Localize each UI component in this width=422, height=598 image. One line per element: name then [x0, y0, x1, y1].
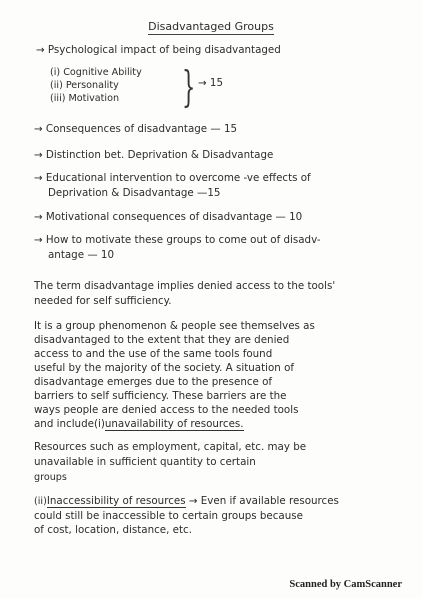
topic-psychological-impact: → Psychological impact of being disadvantaged — [36, 44, 281, 56]
para2-line-8-start: and include(i) — [34, 418, 105, 430]
para3-line-3: groups — [34, 472, 67, 483]
topic-how-to-motivate-line-1: → How to motivate these groups to come out of disadv- — [34, 234, 321, 246]
para2-line-8 — [34, 418, 244, 431]
subitem-personality: (ii) Personality — [50, 80, 119, 91]
para3-line-2: unavailable in sufficient quantity to certain — [34, 456, 256, 468]
topic-motivational-consequences: → Motivational consequences of disadvantage — 10 — [34, 211, 303, 223]
para1-line-1: The term disadvantage implies denied access to the tools' — [34, 280, 336, 292]
para2-line-5: disadvantage emerges due to the presence of — [34, 376, 273, 388]
topic-consequences: → Consequences of disadvantage — 15 — [34, 123, 238, 135]
page-title: Disadvantaged Groups — [148, 20, 274, 33]
para2-line-3: access to and the use of the same tools found — [34, 348, 273, 360]
para3-line-1: Resources such as employment, capital, etc. may be — [34, 441, 307, 453]
para4-prefix: (ii) — [34, 496, 47, 507]
para4-line-2: could still be inaccessible to certain groups because — [34, 510, 303, 522]
para2-line-1: It is a group phenomenon & people see themselves as — [34, 320, 315, 332]
topic-educational-intervention-line-2: Deprivation & Disadvantage —15 — [48, 187, 221, 199]
unavailability-heading: unavailability of resources. — [104, 418, 244, 430]
topic-distinction: → Distinction bet. Deprivation & Disadvantage — [34, 149, 274, 161]
para4-line-3: of cost, location, distance, etc. — [34, 524, 192, 536]
brace-symbol: } — [182, 62, 196, 111]
subitem-motivation: (iii) Motivation — [50, 93, 120, 104]
scanner-watermark: Scanned by CamScanner — [289, 579, 402, 590]
para2-line-6: barriers to self sufficiency. These barriers are the — [34, 390, 287, 402]
para2-line-4: useful by the majority of the society. A situation of — [34, 362, 295, 374]
para4-line-1-rest: → Even if available resources — [188, 495, 339, 507]
topic-educational-intervention-line-1: → Educational intervention to overcome -ve effects of — [34, 172, 311, 184]
para2-line-7: ways people are denied access to the needed tools — [34, 404, 299, 416]
subitem-cognitive-ability: (i) Cognitive Ability — [50, 67, 142, 78]
para1-line-2: needed for self sufficiency. — [34, 295, 172, 307]
para4-line-1 — [34, 495, 339, 508]
inaccessibility-heading: Inaccessibility of resources — [46, 495, 186, 507]
para2-line-2: disadvantaged to the extent that they are denied — [34, 334, 290, 346]
topic-1-marks: → 15 — [198, 77, 224, 89]
topic-how-to-motivate-line-2: antage — 10 — [48, 249, 114, 261]
